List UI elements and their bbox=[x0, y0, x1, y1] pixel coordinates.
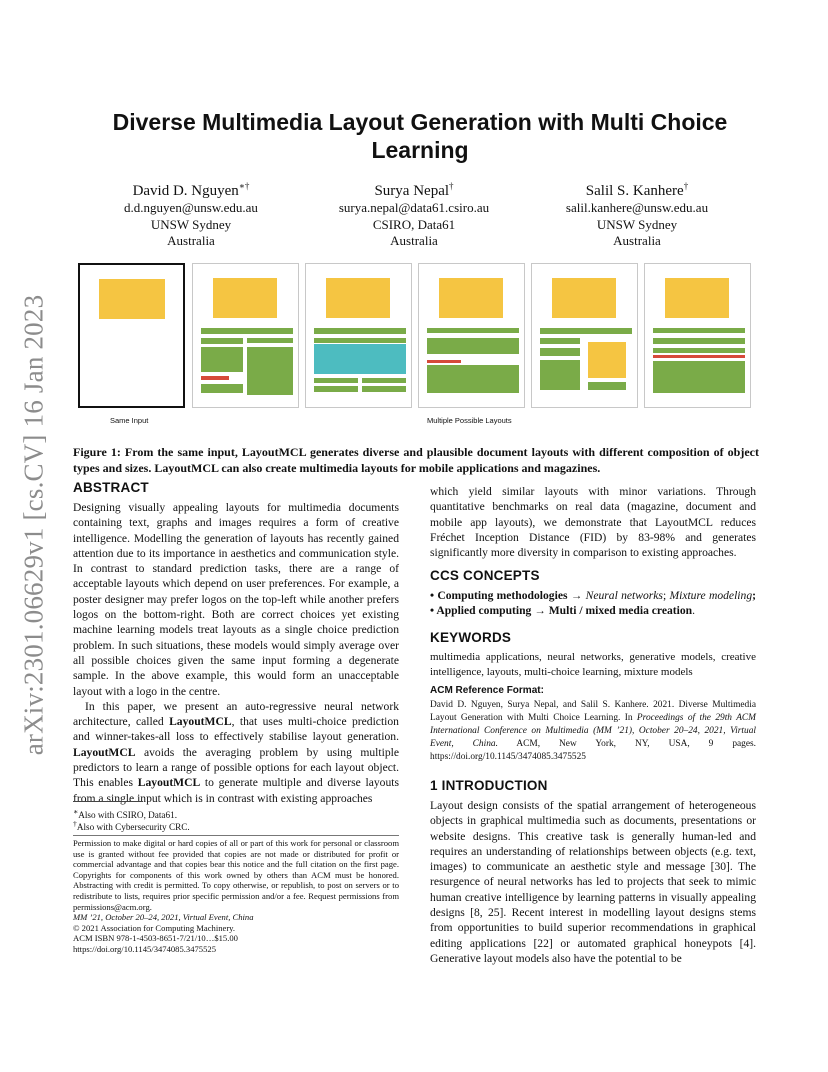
footnote-mark: ∗ bbox=[73, 807, 79, 816]
figure-label-input: Same Input bbox=[110, 416, 149, 425]
arxiv-side-stamp bbox=[4, 290, 64, 760]
ccs-term: • Computing methodologies bbox=[430, 589, 568, 602]
ccs-concepts bbox=[430, 588, 756, 619]
text-block bbox=[540, 338, 580, 344]
permission-text: Permission to make digital or hard copies of all or part of this work for personal or classroom use is granted without fee provided that copies are not made or distributed for profit or commercial advantage and that copies bear this notice and the full citation on the first page. Copyrights for components of this work owned by others than ACM must be honored. Abstracting with credit is permitted. To copy otherwise, or republish, to post on servers or to redistribute to lists, requires prior specific permission and/or a fee. Request permissions from permissions@acm.org. bbox=[73, 838, 399, 912]
author-country: Australia bbox=[613, 233, 661, 248]
title-block bbox=[653, 355, 745, 358]
ccs-separator: . bbox=[692, 604, 696, 618]
text-run: to generate multiple and diverse layouts from a single input which is in contrast with existing approaches bbox=[73, 776, 399, 805]
layout-panel-output-1 bbox=[192, 263, 299, 408]
footnote-rule bbox=[73, 801, 143, 802]
abstract-paragraph-1: Designing visually appealing layouts for multimedia documents containing text, graphs and images requires a form of creative intelligence. Modelling the generation of layouts has recently gained attention due to its importance in aesthetics and communication style. In contrast to standard prediction tasks, there are a range of acceptable layouts which depend on user preferences. For example, a poster designer may prefer logos on the top-left while another prefers logos on the bottom-right. Both are correct choices yet existing machine learning models treat layouts as a single choice prediction problem. In such situations, these models would simply average over all possible choices given the same input forming a degenerate sample. In the above example, this would form an unacceptable layout with a logo in the centre. bbox=[73, 501, 399, 698]
abstract-continued: which yield similar layouts with minor variations. Through quantitative benchmarks on real data (magazine, document and mobile app layouts), we demonstrate that LayoutMCL reduces Fréchet Inception Distance (FID) by 83-98% and generates significantly more diversity in comparison to existing approaches. bbox=[430, 485, 756, 560]
image-block bbox=[99, 279, 165, 319]
doi-link[interactable]: https://doi.org/10.1145/3474085.3475525 bbox=[73, 943, 216, 954]
ccs-heading: CCS CONCEPTS bbox=[430, 568, 540, 583]
author-email[interactable]: surya.nepal@data61.csiro.au bbox=[338, 200, 490, 215]
text-run: avoids the averaging problem by using multiple predictors to learn a range of possible options for each layout object. This enables bbox=[73, 745, 399, 790]
image-block bbox=[588, 342, 626, 378]
footnote-mark: † bbox=[73, 819, 77, 828]
text-block bbox=[653, 361, 745, 393]
author-marks: † bbox=[449, 181, 454, 191]
layout-panel-input bbox=[78, 263, 185, 408]
author-name: David D. Nguyen bbox=[132, 183, 239, 199]
author-marks: † bbox=[683, 181, 689, 191]
text-block bbox=[362, 386, 406, 392]
model-name: LayoutMCL bbox=[137, 776, 201, 790]
author-country: Australia bbox=[390, 233, 438, 248]
author-email[interactable]: salil.kanhere@unsw.edu.au bbox=[565, 200, 709, 215]
ccs-term: Mixture modeling bbox=[669, 589, 753, 602]
ccs-term: ; • Applied computing → Multi / mixed media creation bbox=[430, 589, 756, 618]
abstract-paragraph-2 bbox=[73, 699, 399, 806]
text-block bbox=[540, 348, 580, 356]
layout-panel-output-4 bbox=[531, 263, 638, 408]
model-name: LayoutMCL bbox=[169, 715, 232, 729]
conference-line: MM ’21, October 20–24, 2021, Virtual Event, China bbox=[73, 912, 254, 923]
author-block-1 bbox=[81, 177, 301, 250]
keywords-heading: KEYWORDS bbox=[430, 630, 512, 645]
text-block bbox=[540, 360, 580, 390]
author-marks: ∗† bbox=[238, 181, 250, 191]
model-name: LayoutMCL bbox=[73, 745, 136, 759]
image-block bbox=[439, 278, 503, 318]
author-email[interactable]: d.d.nguyen@unsw.edu.au bbox=[124, 200, 258, 215]
ccs-term: Neural networks bbox=[585, 589, 663, 602]
author-block-2 bbox=[304, 177, 524, 250]
author-affiliation: CSIRO, Data61 bbox=[372, 216, 456, 232]
text-block bbox=[314, 378, 358, 383]
ccs-separator: ; bbox=[662, 589, 670, 602]
permission-rule bbox=[73, 835, 399, 836]
text-block bbox=[201, 384, 243, 393]
text-run: , that uses multi-choice prediction and winner-takes-all loss to effectively stabilise layout generation. bbox=[73, 715, 399, 744]
text-block bbox=[427, 338, 519, 354]
text-block bbox=[362, 378, 406, 383]
figure-label-outputs: Multiple Possible Layouts bbox=[427, 416, 512, 425]
text-block bbox=[588, 382, 626, 390]
text-block bbox=[540, 328, 632, 334]
text-block bbox=[247, 347, 293, 395]
footnote-text: Also with CSIRO, Data61. bbox=[78, 810, 177, 821]
text-block bbox=[201, 328, 293, 334]
author-affiliation: UNSW Sydney bbox=[150, 216, 232, 232]
image-block bbox=[326, 278, 390, 318]
arxiv-identifier: arXiv:2301.06629v1 [cs.CV] 16 Jan 2023 bbox=[18, 294, 49, 756]
text-block bbox=[201, 347, 243, 372]
text-block bbox=[314, 338, 406, 343]
footnote-2 bbox=[73, 818, 399, 833]
image-block bbox=[552, 278, 616, 318]
layout-panel-output-3 bbox=[418, 263, 525, 408]
author-block-3 bbox=[527, 177, 747, 250]
introduction-text: Layout design consists of the spatial arrangement of heterogeneous objects in graphical multimedia such as documents, presentations or website designs. This creative task is generally human-led and requires an understanding of relationships between objects (e.g. text, images) to communicate an aesthetic style and message [30]. The resurgence of neural networks has led to projects that seek to mimic human creative intelligence by learning patterns in visually appealing designs [8, 25]. Recent interest in modelling layout designs stems from opportunities to build superior recommendations in graphical editing applications [22] or automated graphical honeypots [4]. Generative layout models also have the potential to be bbox=[430, 799, 756, 965]
isbn-line: ACM ISBN 978-1-4503-8651-7/21/10…$15.00 bbox=[73, 933, 238, 944]
permission-block bbox=[73, 838, 399, 955]
text-block bbox=[314, 328, 406, 334]
text-block bbox=[314, 386, 358, 392]
image-block bbox=[665, 278, 729, 318]
paper-title: Diverse Multimedia Layout Generation with Multi Choice Learning bbox=[112, 109, 728, 163]
acm-reference-text bbox=[430, 699, 756, 764]
author-country: Australia bbox=[167, 233, 215, 248]
title-block bbox=[427, 360, 461, 363]
proceedings-name: Proceedings of the 29th ACM International Conference on Multimedia (MM ’21), October 20–24, 2021, Virtual Event, China. bbox=[430, 713, 756, 749]
text-run: David D. Nguyen, Surya Nepal, and Salil S. Kanhere. 2021. Diverse Multimedia Layout Generation with Multi Choice Learning. In bbox=[430, 700, 756, 723]
ccs-arrow: → bbox=[567, 589, 586, 602]
table-block bbox=[314, 344, 406, 374]
figure-caption: Figure 1: From the same input, LayoutMCL generates diverse and plausible document layouts with different composition of object types and sizes. LayoutMCL can also create multimedia layouts for mobile applications and magazines. bbox=[73, 445, 759, 475]
author-name: Salil S. Kanhere bbox=[585, 183, 684, 199]
text-block bbox=[201, 338, 243, 344]
layout-panel-output-2 bbox=[305, 263, 412, 408]
author-name: Surya Nepal bbox=[374, 183, 450, 199]
text-block bbox=[653, 328, 745, 333]
text-block bbox=[653, 338, 745, 344]
acm-reference-heading: ACM Reference Format: bbox=[430, 685, 544, 696]
text-block bbox=[653, 348, 745, 353]
text-block bbox=[427, 328, 519, 333]
copyright-line: © 2021 Association for Computing Machinery. bbox=[73, 922, 236, 933]
abstract-body bbox=[73, 500, 399, 806]
author-affiliation: UNSW Sydney bbox=[596, 216, 678, 232]
title-block bbox=[201, 376, 229, 380]
text-block bbox=[427, 365, 519, 393]
text-run: ACM, New York, NY, USA, 9 pages. https://doi.org/10.1145/3474085.3475525 bbox=[430, 739, 757, 762]
text-block bbox=[247, 338, 293, 343]
abstract-heading: ABSTRACT bbox=[73, 480, 149, 495]
keywords-text: multimedia applications, neural networks, generative models, creative intelligence, layouts, multi-choice learning, mixture models bbox=[430, 651, 756, 678]
layout-panel-output-5 bbox=[644, 263, 751, 408]
text-run: In this paper, we present an auto-regressive neural network architecture, called bbox=[73, 699, 399, 729]
footnote-text: Also with Cybersecurity CRC. bbox=[76, 822, 190, 833]
introduction-heading: 1 INTRODUCTION bbox=[430, 778, 548, 793]
image-block bbox=[213, 278, 277, 318]
